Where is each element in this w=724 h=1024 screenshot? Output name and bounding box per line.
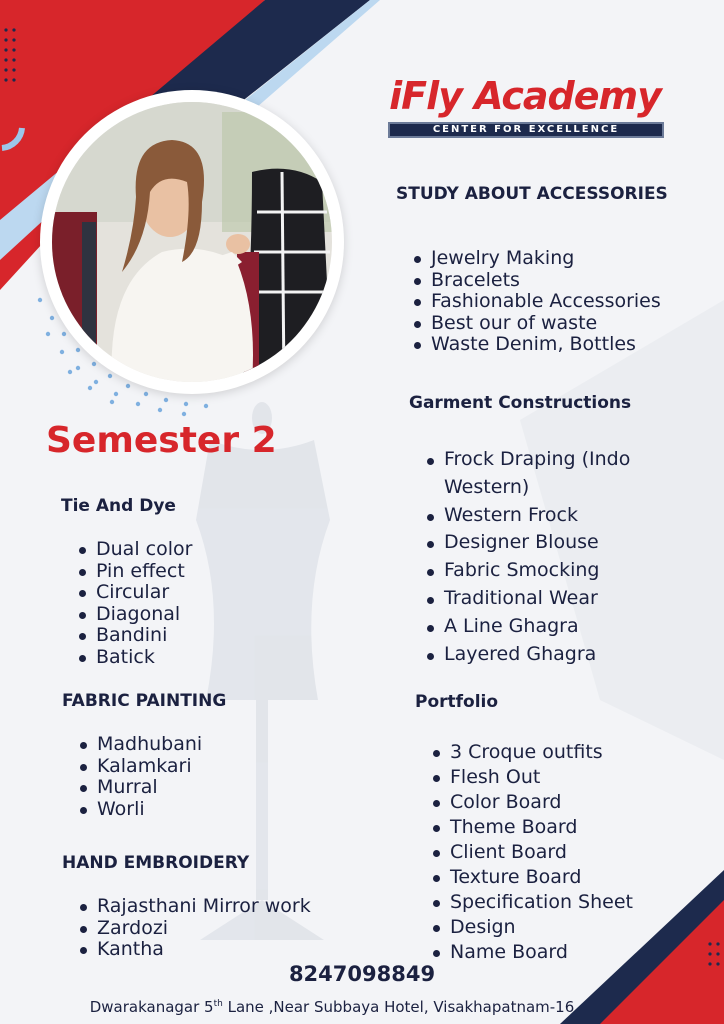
address [0,998,664,1016]
list-item: Theme Board [430,815,633,840]
list-item: Diagonal [76,604,192,626]
list-item: Designer Blouse [424,529,664,557]
address-ordinal: th [213,999,223,1009]
list-item: Western Frock [424,502,664,530]
fabric-painting-list [77,734,202,820]
list-item: Layered Ghagra [424,641,664,669]
list-item: Rajasthani Mirror work [77,896,311,918]
list-item: Bandini [76,625,192,647]
list-item: Dual color [76,539,192,561]
list-item: Kantha [77,939,311,961]
list-item: Design [430,915,633,940]
portfolio-list [430,740,633,965]
section-heading-accessories: STUDY ABOUT ACCESSORIES [396,184,668,204]
section-heading-hand-embroidery: HAND EMBROIDERY [62,853,250,873]
section-heading-tie-dye: Tie And Dye [61,496,176,516]
logo-tagline: CENTER FOR EXCELLENCE [388,122,664,138]
list-item: Circular [76,582,192,604]
address-part: Dwarakanagar 5 [89,998,214,1016]
designer-photo [52,102,332,382]
list-item: Batick [76,647,192,669]
logo-wordmark: iFly Academy [389,74,661,118]
list-item: Bracelets [411,270,661,292]
section-heading-fabric-painting: FABRIC PAINTING [62,691,227,711]
accessories-list [411,248,661,356]
list-item: 3 Croque outfits [430,740,633,765]
section-heading-portfolio: Portfolio [415,692,499,712]
list-item: Traditional Wear [424,585,664,613]
list-item: Fashionable Accessories [411,291,661,313]
list-item: Best our of waste [411,313,661,335]
list-item: Waste Denim, Bottles [411,334,661,356]
list-item: Color Board [430,790,633,815]
list-item: Fabric Smocking [424,557,664,585]
list-item: Name Board [430,940,633,965]
list-item: Client Board [430,840,633,865]
section-heading-garment-constructions: Garment Constructions [409,393,632,413]
list-item: Frock Draping (Indo Western) [424,446,664,502]
list-item: Specification Sheet [430,890,633,915]
address-part: Lane ,Near Subbaya Hotel, Visakhapatnam-16 [222,998,575,1016]
list-item: Murral [77,777,202,799]
tie-dye-list [76,539,192,668]
phone-number: 8247098849 [288,962,436,986]
list-item: Pin effect [76,561,192,583]
academy-logo [380,74,670,144]
list-item: Worli [77,799,202,821]
list-item: Texture Board [430,865,633,890]
semester-title: Semester 2 [46,420,277,461]
list-item: Flesh Out [430,765,633,790]
list-item: Kalamkari [77,756,202,778]
garment-list [424,446,664,668]
list-item: A Line Ghagra [424,613,664,641]
list-item: Madhubani [77,734,202,756]
list-item: Jewelry Making [411,248,661,270]
list-item: Zardozi [77,918,311,940]
hand-embroidery-list [77,896,311,961]
